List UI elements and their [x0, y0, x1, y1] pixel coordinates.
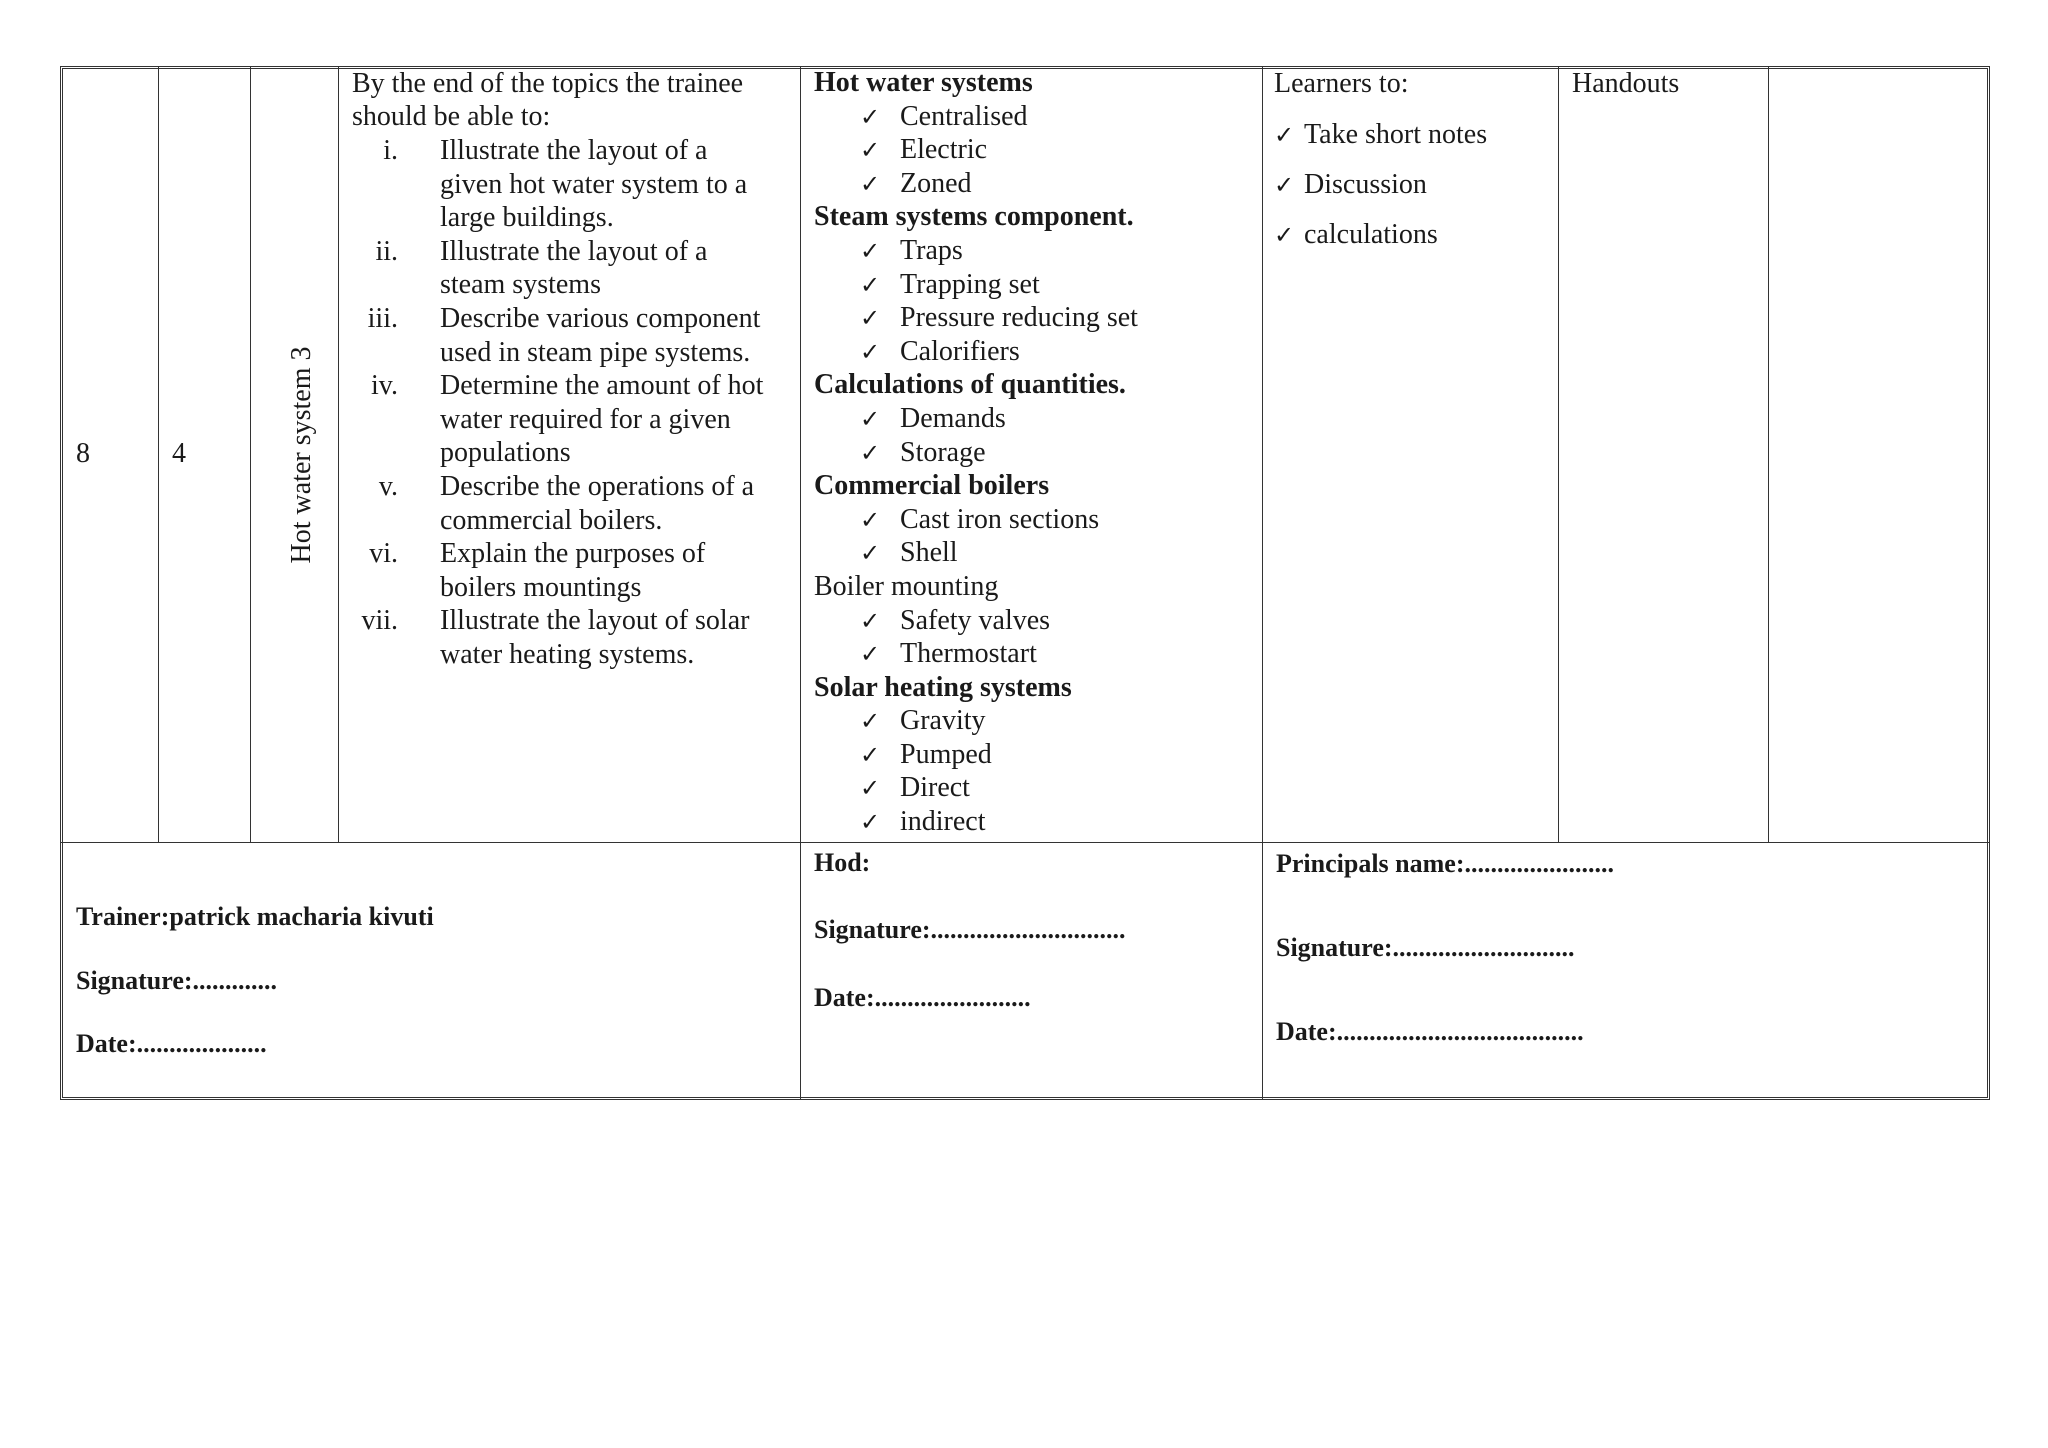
principal-date: Date:...................................... — [1276, 1017, 1584, 1046]
check-icon: ✓ — [860, 102, 881, 131]
row-divider — [60, 842, 1990, 843]
check-icon: ✓ — [860, 606, 881, 635]
boilers-heading: Commercial boilers — [814, 470, 1050, 502]
list-item: ✓ Safety valves — [814, 604, 1264, 638]
hod-label: Hod: — [814, 848, 871, 877]
list-item: ✓ Centralised — [814, 100, 1264, 134]
check-icon: ✓ — [860, 505, 881, 534]
learning-intro: Learners to: — [1274, 68, 1409, 99]
trainer-signature: Signature:............. — [76, 966, 278, 995]
list-item: ✓ Electric — [814, 133, 1264, 167]
mounting-heading: Boiler mounting — [814, 570, 999, 602]
resources-cell: Handouts — [1572, 68, 1680, 99]
list-item: ✓ Traps — [814, 234, 1264, 268]
list-item: ✓ Shell — [814, 536, 1264, 570]
list-item: ✓ Direct — [814, 771, 1264, 805]
list-item: ✓ Zoned — [814, 167, 1264, 201]
list-item: ✓ Gravity — [814, 704, 1264, 738]
check-icon: ✓ — [1274, 171, 1295, 199]
list-item: ✓ Pressure reducing set — [814, 301, 1264, 335]
list-item: ✓ Thermostart — [814, 637, 1264, 671]
hot-water-heading: Hot water systems — [814, 67, 1033, 98]
list-item: ✓ Trapping set — [814, 268, 1264, 302]
check-icon: ✓ — [860, 640, 881, 669]
trainer-name: Trainer:patrick macharia kivuti — [76, 902, 434, 931]
objective-item: iv. Determine the amount of hot water required for a given populations — [371, 370, 764, 469]
objective-item: iii. Describe various component used in steam pipe systems. — [367, 302, 761, 368]
check-icon: ✓ — [860, 707, 881, 736]
col-divider-4 — [800, 66, 801, 1100]
check-icon: ✓ — [1274, 121, 1295, 149]
check-icon: ✓ — [860, 236, 881, 265]
objective-item: v. Describe the operations of a commercial boilers. — [378, 470, 755, 536]
topic-title: Hot water system 3 — [286, 346, 317, 564]
col-divider-2 — [250, 66, 251, 842]
objectives-list — [352, 134, 763, 672]
check-icon: ✓ — [860, 136, 881, 165]
list-item: ✓ Demands — [814, 402, 1264, 436]
objective-item: vii. Illustrate the layout of solar water heating systems. — [361, 605, 750, 670]
solar-heading: Solar heating systems — [814, 671, 1072, 703]
objective-item: vi. Explain the purposes of boilers mountings — [369, 538, 706, 603]
check-icon: ✓ — [860, 438, 881, 467]
check-icon: ✓ — [860, 169, 881, 198]
objective-item: ii. Illustrate the layout of a steam systems — [375, 235, 708, 301]
list-item: ✓ indirect — [814, 805, 1264, 839]
learning-item: ✓ Take short notes — [1274, 118, 1487, 153]
list-item: ✓ Calorifiers — [814, 335, 1264, 369]
calculations-heading: Calculations of quantities. — [814, 369, 1126, 401]
list-item: ✓ Pumped — [814, 738, 1264, 772]
objective-item: i. Illustrate the layout of a given hot water system to a large buildings. — [383, 135, 748, 234]
col-divider-6 — [1558, 66, 1559, 842]
session-number: 4 — [172, 438, 186, 469]
content-column — [814, 66, 1264, 839]
check-icon: ✓ — [860, 270, 881, 299]
trainer-date: Date:.................... — [76, 1029, 267, 1058]
check-icon: ✓ — [860, 404, 881, 433]
col-divider-7 — [1768, 66, 1769, 842]
steam-heading: Steam systems component. — [814, 201, 1134, 233]
col-divider-3 — [338, 66, 339, 842]
col-divider-1 — [158, 66, 159, 842]
list-item: ✓ Cast iron sections — [814, 503, 1264, 537]
week-number: 8 — [76, 438, 90, 469]
hod-date: Date:........................ — [814, 983, 1031, 1012]
learning-item: ✓ calculations — [1274, 218, 1438, 253]
check-icon: ✓ — [860, 774, 881, 803]
check-icon: ✓ — [860, 304, 881, 333]
check-icon: ✓ — [860, 539, 881, 568]
objectives-intro-line-2: should be able to: — [352, 101, 551, 132]
learning-item: ✓ Discussion — [1274, 168, 1427, 203]
list-item: ✓ Storage — [814, 436, 1264, 470]
check-icon: ✓ — [860, 740, 881, 769]
check-icon: ✓ — [1274, 221, 1295, 249]
principal-signature: Signature:............................ — [1276, 933, 1575, 962]
principal-name: Principals name:....................... — [1276, 849, 1614, 878]
check-icon: ✓ — [860, 808, 881, 837]
check-icon: ✓ — [860, 337, 881, 366]
hod-signature: Signature:.............................. — [814, 915, 1126, 944]
objectives-intro-line-1: By the end of the topics the trainee — [352, 68, 744, 99]
